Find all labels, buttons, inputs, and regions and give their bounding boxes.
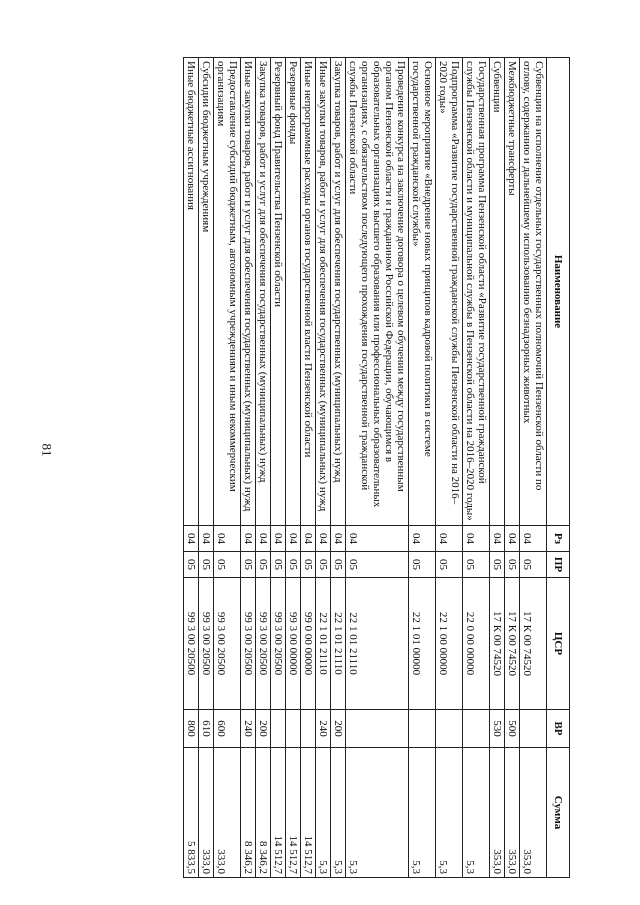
table-header-row: [547, 58, 570, 878]
rotated-table-container: [183, 57, 570, 878]
cell-csr: 22 0 00 00000: [463, 578, 490, 710]
cell-rz: 04: [331, 526, 346, 552]
cell-pr: 05: [331, 552, 346, 578]
table-row: [214, 58, 241, 878]
cell-csr: 99 3 00 20500: [199, 578, 214, 710]
cell-sum: 5,3: [316, 748, 331, 878]
cell-rz: 04: [409, 526, 436, 552]
cell-vr: [436, 710, 463, 748]
cell-pr: 05: [409, 552, 436, 578]
cell-pr: 05: [490, 552, 505, 578]
cell-csr: 17 К 00 74520: [505, 578, 520, 710]
cell-vr: [520, 710, 547, 748]
cell-pr: 05: [214, 552, 241, 578]
cell-csr: 99 3 00 20500: [256, 578, 271, 710]
cell-sum: 14 512,7: [271, 748, 286, 878]
cell-rz: 04: [241, 526, 256, 552]
table-row: [463, 58, 490, 878]
cell-csr: 17 К 00 74520: [520, 578, 547, 710]
cell-vr: 530: [490, 710, 505, 748]
cell-name: Субвенции на исполнение отдельных государственных полномочий Пензенской области по отлову, содержанию и дальнейшему использованию безнадзорных животных: [520, 58, 547, 526]
cell-vr: 240: [241, 710, 256, 748]
cell-csr: 99 3 00 20500: [184, 578, 199, 710]
cell-pr: 05: [184, 552, 199, 578]
cell-csr: 99 3 00 20500: [271, 578, 286, 710]
cell-sum: 333,0: [214, 748, 241, 878]
cell-pr: 05: [241, 552, 256, 578]
cell-sum: 5,3: [409, 748, 436, 878]
cell-name: Иные закупки товаров, работ и услуг для обеспечения государственных (муниципальных) нужд: [241, 58, 256, 526]
cell-name: Резервные фонды: [286, 58, 301, 526]
header-csr: ЦСР: [547, 578, 570, 710]
table-row: [436, 58, 463, 878]
table-row: [346, 58, 409, 878]
cell-pr: 05: [505, 552, 520, 578]
table-row: [301, 58, 316, 878]
page-number: 81: [39, 443, 55, 457]
cell-name: Межбюджетные трансферты: [505, 58, 520, 526]
cell-sum: 353,0: [505, 748, 520, 878]
cell-pr: 05: [346, 552, 409, 578]
header-rz: Рз: [547, 526, 570, 552]
cell-rz: 04: [301, 526, 316, 552]
cell-sum: 333,0: [199, 748, 214, 878]
cell-vr: [346, 710, 409, 748]
cell-pr: 05: [199, 552, 214, 578]
cell-vr: 800: [184, 710, 199, 748]
cell-rz: 04: [286, 526, 301, 552]
cell-name: Иные бюджетные ассигнования: [184, 58, 199, 526]
cell-csr: 22 1 01 21110: [331, 578, 346, 710]
cell-vr: [409, 710, 436, 748]
cell-pr: 05: [301, 552, 316, 578]
cell-pr: 05: [436, 552, 463, 578]
cell-name: Закупка товаров, работ и услуг для обеспечения государственных (муниципальных) нужд: [256, 58, 271, 526]
cell-rz: 04: [490, 526, 505, 552]
table-row: [241, 58, 256, 878]
cell-rz: 04: [463, 526, 490, 552]
table-row: [505, 58, 520, 878]
cell-csr: 99 0 00 00000: [301, 578, 316, 710]
cell-sum: 353,0: [520, 748, 547, 878]
cell-name: Закупка товаров, работ и услуг для обеспечения государственных (муниципальных) нужд: [331, 58, 346, 526]
table-row: [490, 58, 505, 878]
cell-name: Проведение конкурса на заключение договора о целевом обучении между государственным органом Пензенской области и гражданином Российской Федерации, обучающимся в образовательных организациях высшего образования или профессиональных образовательных организациях, с обязательством последующего прохождения государственной гражданской службы Пензенской области: [346, 58, 409, 526]
cell-name: Иные непрограммные расходы органов государственной власти Пензенской области: [301, 58, 316, 526]
cell-name: Государственная программа Пензенской области «Развитие государственной гражданской службы Пензенской области и муниципальной службы в Пензенской области на 2016–2020 годы»: [463, 58, 490, 526]
cell-name: Предоставление субсидий бюджетным, автономным учреждениям и иным некоммерческим организациям: [214, 58, 241, 526]
table-body: [184, 58, 547, 878]
cell-csr: 17 К 00 74520: [490, 578, 505, 710]
cell-sum: 14 512,7: [301, 748, 316, 878]
header-vr: ВР: [547, 710, 570, 748]
header-sum: Сумма: [547, 748, 570, 878]
cell-pr: 05: [520, 552, 547, 578]
cell-pr: 05: [271, 552, 286, 578]
cell-csr: 22 1 01 21110: [316, 578, 331, 710]
cell-rz: 04: [346, 526, 409, 552]
cell-vr: [463, 710, 490, 748]
cell-vr: 500: [505, 710, 520, 748]
cell-vr: 600: [214, 710, 241, 748]
cell-sum: 5,3: [463, 748, 490, 878]
cell-name: Резервный фонд Правительства Пензенской области: [271, 58, 286, 526]
table-row: [199, 58, 214, 878]
cell-sum: 5,3: [331, 748, 346, 878]
cell-csr: 22 1 01 21110: [346, 578, 409, 710]
cell-pr: 05: [256, 552, 271, 578]
cell-name: Основное мероприятие «Внедрение новых принципов кадровой политики в системе государственной гражданской службы»: [409, 58, 436, 526]
cell-sum: 5,3: [346, 748, 409, 878]
cell-rz: 04: [436, 526, 463, 552]
cell-vr: [301, 710, 316, 748]
table-row: [184, 58, 199, 878]
cell-sum: 8 346,2: [256, 748, 271, 878]
cell-name: Иные закупки товаров, работ и услуг для обеспечения государственных (муниципальных) нужд: [316, 58, 331, 526]
cell-vr: 200: [256, 710, 271, 748]
table-row: [316, 58, 331, 878]
cell-rz: 04: [256, 526, 271, 552]
cell-csr: 22 1 01 00000: [409, 578, 436, 710]
table-row: [271, 58, 286, 878]
cell-name: Субсидии бюджетным учреждениям: [199, 58, 214, 526]
cell-vr: [286, 710, 301, 748]
cell-vr: 200: [331, 710, 346, 748]
cell-rz: 04: [316, 526, 331, 552]
table-row: [520, 58, 547, 878]
budget-table: [183, 57, 570, 878]
header-pr: ПР: [547, 552, 570, 578]
table-row: [286, 58, 301, 878]
cell-csr: 99 3 00 20500: [241, 578, 256, 710]
cell-csr: 22 1 00 00000: [436, 578, 463, 710]
header-name: Наименование: [547, 58, 570, 526]
cell-rz: 04: [271, 526, 286, 552]
table-row: [256, 58, 271, 878]
cell-rz: 04: [520, 526, 547, 552]
cell-pr: 05: [286, 552, 301, 578]
cell-name: Подпрограмма «Развитие государственной гражданской службы Пензенской области на 2016–2020 годы»: [436, 58, 463, 526]
cell-rz: 04: [505, 526, 520, 552]
cell-rz: 04: [184, 526, 199, 552]
table-row: [331, 58, 346, 878]
cell-vr: 240: [316, 710, 331, 748]
cell-rz: 04: [214, 526, 241, 552]
table-row: [409, 58, 436, 878]
cell-rz: 04: [199, 526, 214, 552]
cell-sum: 353,0: [490, 748, 505, 878]
cell-sum: 5,3: [436, 748, 463, 878]
cell-pr: 05: [316, 552, 331, 578]
cell-sum: 8 346,2: [241, 748, 256, 878]
cell-csr: 99 3 00 20500: [214, 578, 241, 710]
cell-csr: 99 3 00 00000: [286, 578, 301, 710]
cell-sum: 5 833,5: [184, 748, 199, 878]
cell-vr: 610: [199, 710, 214, 748]
cell-sum: 14 512,7: [286, 748, 301, 878]
cell-vr: [271, 710, 286, 748]
cell-pr: 05: [463, 552, 490, 578]
cell-name: Субвенции: [490, 58, 505, 526]
